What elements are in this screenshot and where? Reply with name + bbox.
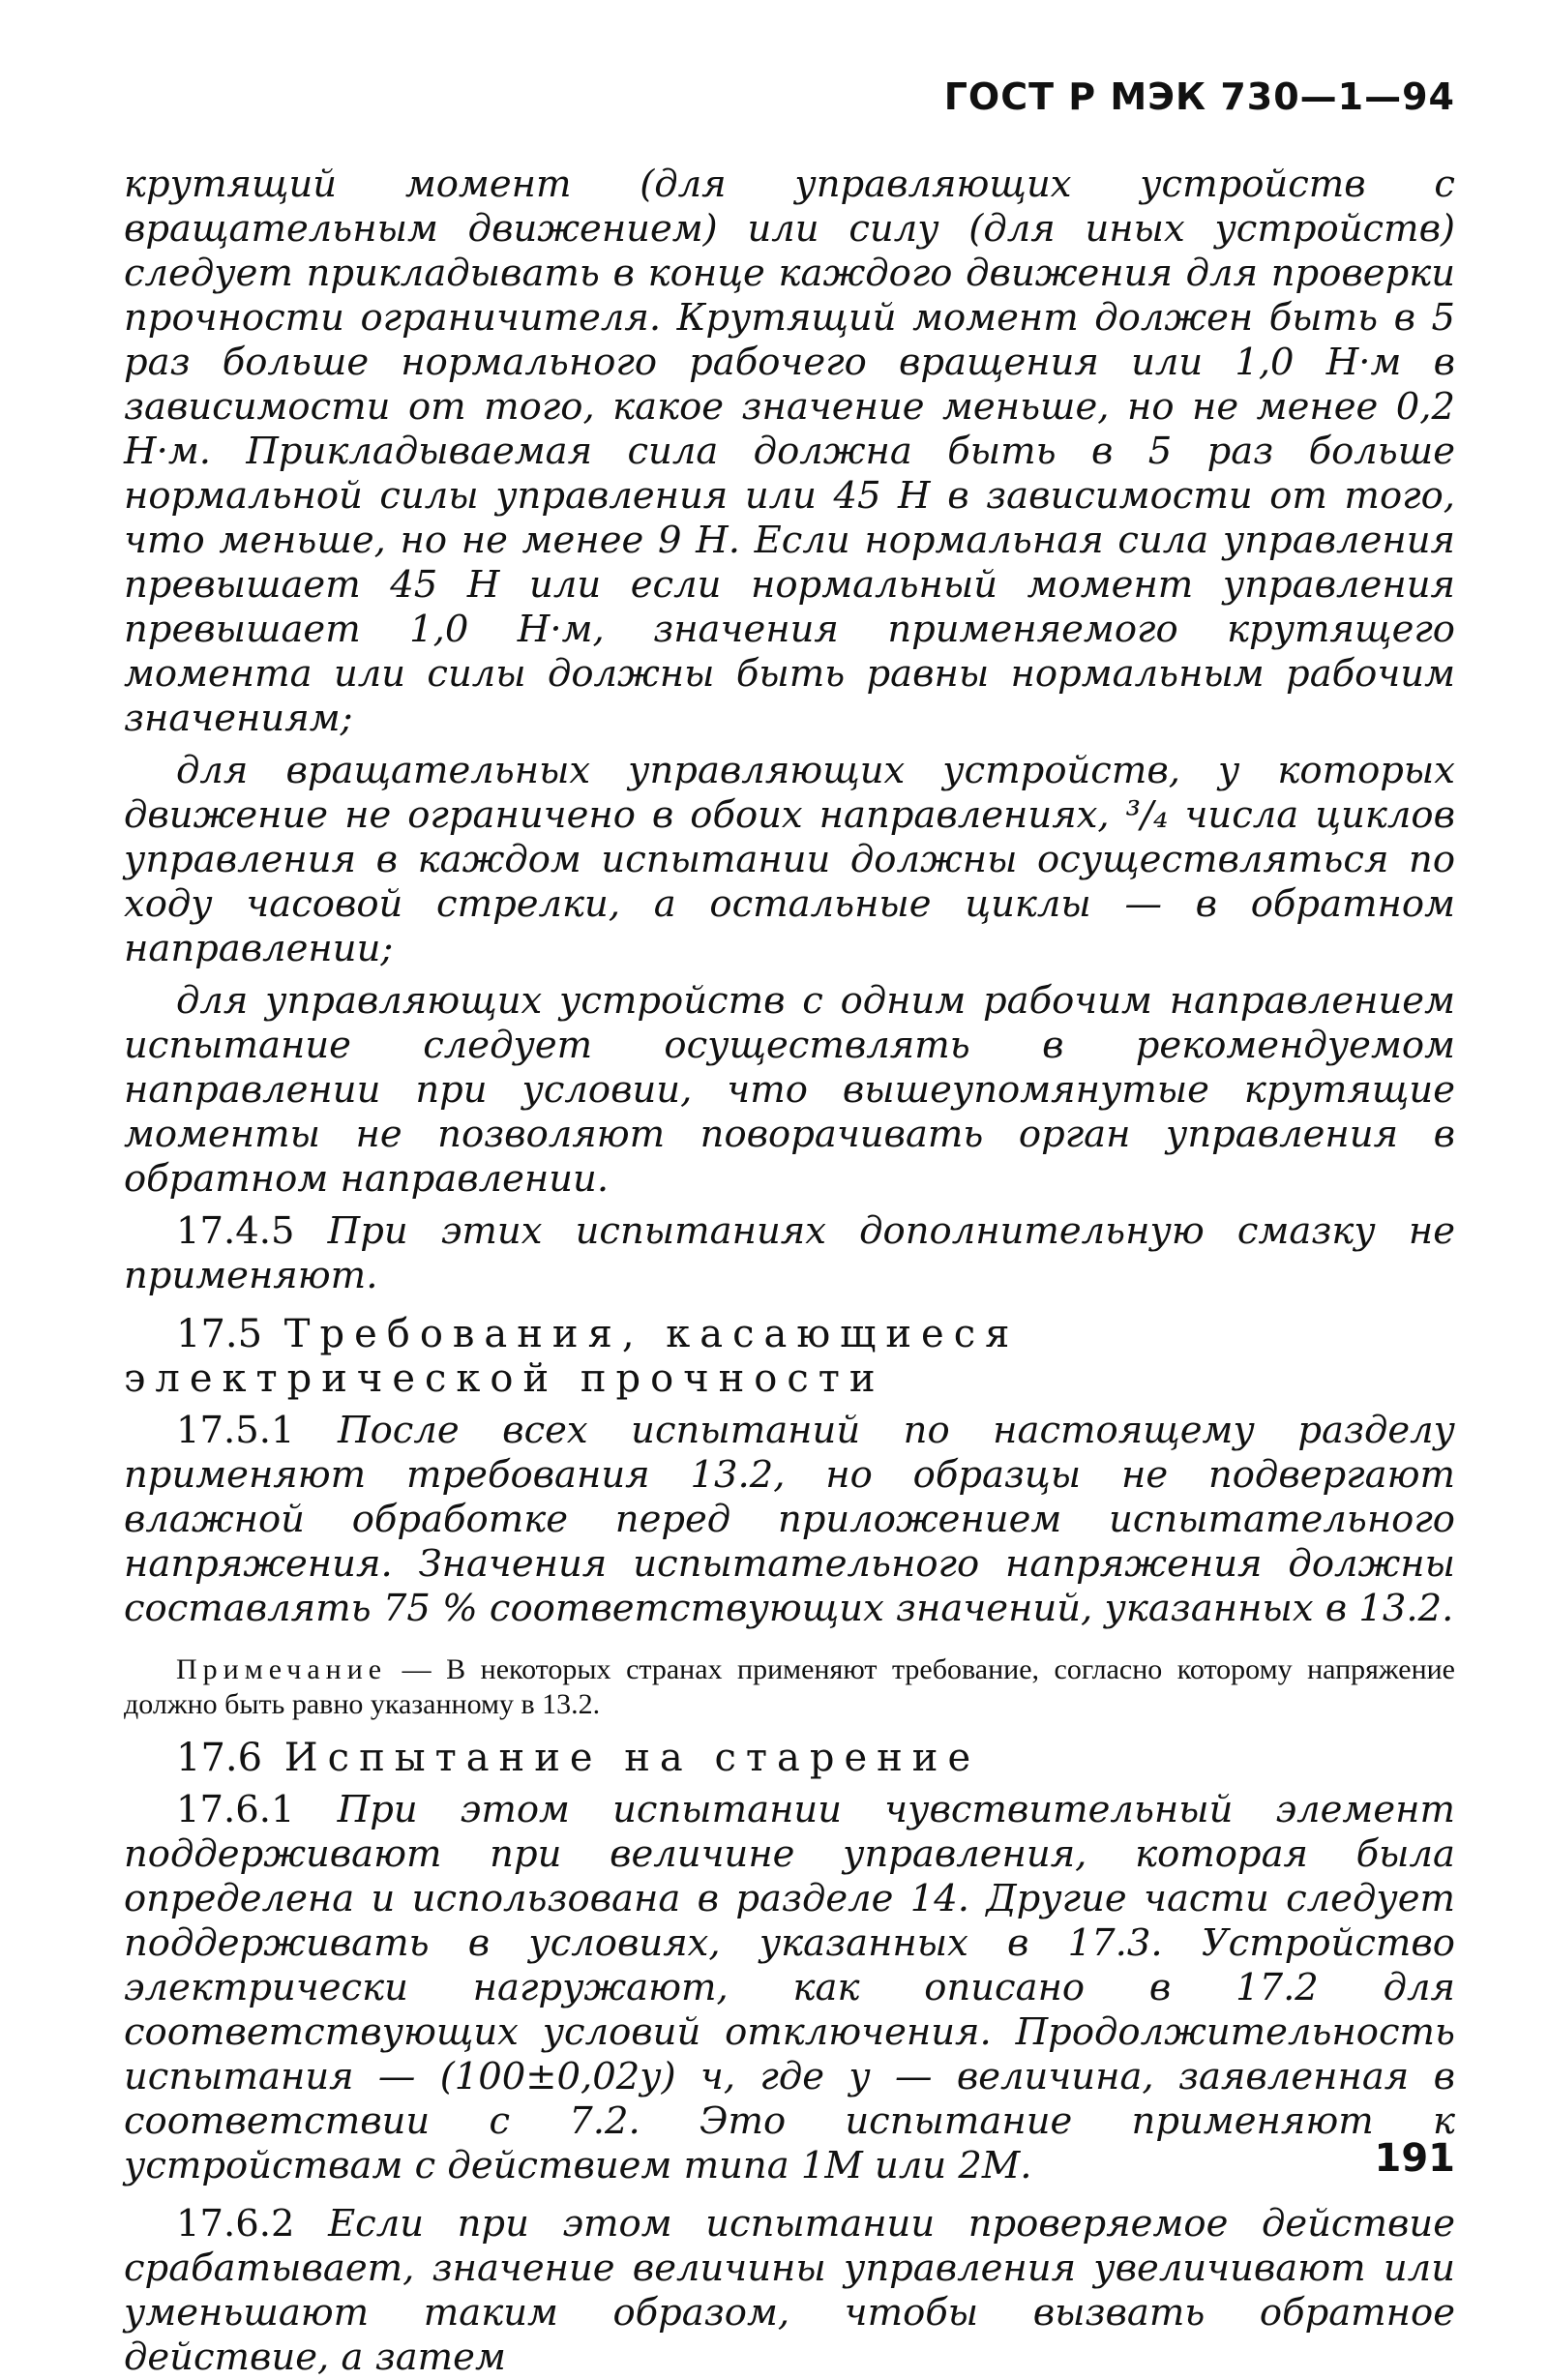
clause-text: При этих испытаниях дополнительную смазку не применяют. xyxy=(124,1209,1455,1297)
section-17-6-heading xyxy=(124,1736,1455,1780)
section-title: Требования, касающиеся электрической прочности xyxy=(124,1312,1020,1401)
clause-number: 17.6.1 xyxy=(176,1788,295,1831)
clause-text: После всех испытаний по настоящему разделу применяют требования 13.2, но образцы не подвергают влажной обработке перед приложением испытательного напряжения. Значения испытательного напряжения должны составлять 75 % соответствующих значений, указанных в 13.2. xyxy=(124,1409,1455,1630)
clause-text: При этом испытании чувствительный элемент поддерживают при величине управления, которая была определена и использована в разделе 14. Другие части следует поддерживать в условиях, указанных в 17.3. Устройство электрически нагружают, как описано в 17.2 для соответствующих условий отключения. Продолжительность испытания — (100±0,02у) ч, где у — величина, заявленная в соответствии с 7.2. Это испытание применяют к устройствам с действием типа 1М или 2М. xyxy=(124,1788,1455,2187)
clause-17-6-2 xyxy=(124,2202,1455,2380)
clause-number: 17.4.5 xyxy=(176,1209,295,1253)
clause-text: Если при этом испытании проверяемое действие срабатывает, значение величины управления увеличивают или уменьшают таким образом, чтобы вызвать обратное действие, а затем xyxy=(124,2202,1455,2379)
document-body xyxy=(124,163,1455,2380)
clause-17-6-1 xyxy=(124,1788,1455,2188)
note-text: — В некоторых странах применяют требование, согласно которому напряжение должно быть равно указанному в 13.2. xyxy=(124,1653,1455,1720)
note-label: Примечание xyxy=(176,1653,388,1685)
section-title: Испытание на старение xyxy=(283,1736,981,1780)
clause-17-4-5 xyxy=(124,1209,1455,1298)
section-number: 17.5 xyxy=(176,1312,263,1356)
note xyxy=(124,1652,1455,1722)
clause-number: 17.5.1 xyxy=(176,1409,295,1452)
clause-number: 17.6.2 xyxy=(176,2202,295,2246)
paragraph-rotary-devices: для вращательных управляющих устройств, у которых движение не ограничено в обоих направлениях, ³/₄ числа циклов управления в каждом испытании должны осуществляться по ходу часовой стрелки, а остальные циклы — в обратном направлении; xyxy=(124,749,1455,970)
section-number: 17.6 xyxy=(176,1736,263,1780)
paragraph-torque-continuation: крутящий момент (для управляющих устройств с вращательным движением) или силу (для иных устройств) следует прикладывать в конце каждого движения для проверки прочности ограничителя. Крутящий момент должен быть в 5 раз больше нормального рабочего вращения или 1,0 Н·м в зависимости от того, какое значение меньше, но не менее 0,2 Н·м. Прикладываемая сила должна быть в 5 раз больше нормальной силы управления или 45 Н в зависимости от того, что меньше, но не менее 9 Н. Если нормальная сила управления превышает 45 Н или если нормальный момент управления превышает 1,0 Н·м, значения применяемого крутящего момента или силы должны быть равны нормальным рабочим значениям; xyxy=(124,163,1455,740)
paragraph-single-direction-devices: для управляющих устройств с одним рабочим направлением испытание следует осуществлять в рекомендуемом направлении при условии, что вышеупомянутые крутящие моменты не позволяют поворачивать орган управления в обратном направлении. xyxy=(124,979,1455,1201)
page-number: 191 xyxy=(1374,2136,1455,2181)
section-17-5-heading xyxy=(124,1312,1455,1401)
document-page xyxy=(124,58,1455,2379)
clause-17-5-1 xyxy=(124,1409,1455,1631)
standard-header: ГОСТ Р МЭК 730—1—94 xyxy=(943,75,1455,118)
